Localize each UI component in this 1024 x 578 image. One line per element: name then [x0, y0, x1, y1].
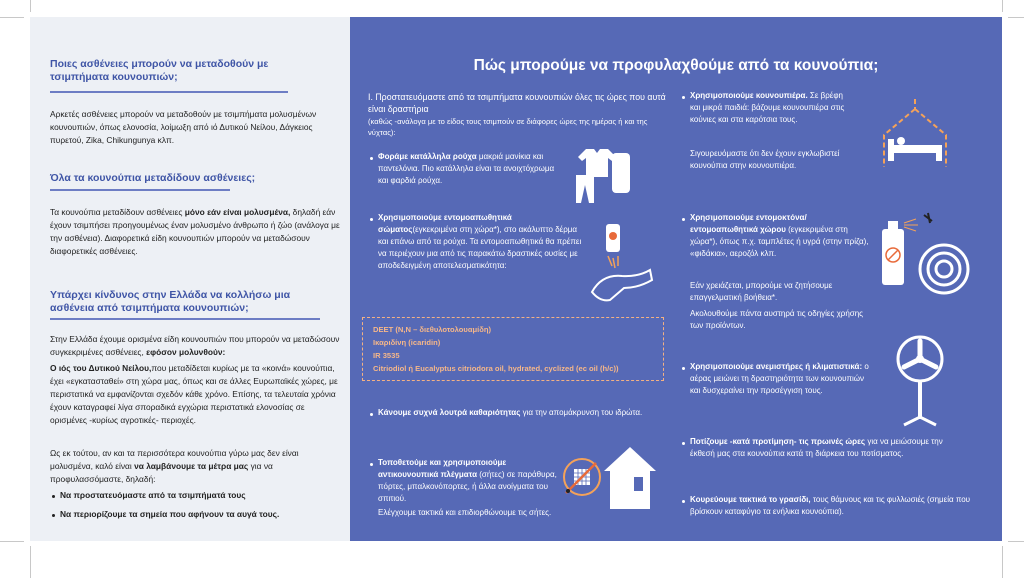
crop-mark [30, 546, 31, 578]
section-heading-all-mosquitoes: Όλα τα κουνούπια μεταδίδουν ασθένειες; [50, 172, 256, 184]
tip-body-repellent: Χρησιμοποιούμε εντομοαπωθητικά σώματος(εγκεκριμένα στη χώρα*), στο ακάλυπτο δέρμα και επάνω από τα ρούχα. Τα εντομοαπωθητικά θα πρέπει να περιέχουν μια από τις παρακάτω δραστικές ουσίες με αποδεδειγμένη αποτελεσματικότητα: [378, 213, 582, 270]
tip-professional-help: Εάν χρειάζεται, μπορούμε να ζητήσουμε επαγγελματική βοήθεια*. [690, 281, 833, 302]
tip-watering: Ποτίζουμε -κατά προτίμηση- τις πρωινές ώρες για να μειώσουμε την έκθεσή μας στα κουνούπια κατά τη διάρκεια του ποτίσματος. [690, 437, 943, 458]
page-title: Πώς μπορούμε να προφυλαχθούμε από τα κουνούπια; [473, 57, 879, 74]
bullet-dot [682, 218, 685, 221]
crop-mark [1002, 0, 1003, 12]
section-heading-diseases: Ποιες ασθένειες μπορούν να μεταδοθούν με τσιμπήματα κουνουπιών; [50, 58, 269, 83]
right-prevention-panel [350, 17, 1002, 541]
bullet-dot [370, 463, 373, 466]
tip-screens: Τοποθετούμε και χρησιμοποιούμε αντικουνουπικά πλέγματα (σήτες) σε παράθυρα, πόρτες, μπαλκονόπορτες, ή άλλα ανοίγματα του σπιτιού. [378, 458, 557, 503]
bullet-dot [370, 157, 373, 160]
bullet-dot [682, 367, 685, 370]
ingredient-citriodiol: Citriodiol ή Eucalyptus citriodora oil, hydrated, cyclized (ec oil (h/c)) [373, 364, 619, 373]
crop-mark [1002, 546, 1003, 578]
ingredient-ir3535: IR 3535 [373, 351, 400, 360]
bullet-dot [682, 500, 685, 503]
heading-underline [50, 318, 320, 320]
tip-clothing: Φοράμε κατάλληλα ρούχα μακριά μανίκια και παντελόνια. Πιο κατάλληλα είναι τα ανοιχτόχρωμα και φαρδιά ρούχα. [378, 152, 555, 185]
bullet-dot [682, 96, 685, 99]
clothing-icon [572, 145, 634, 207]
ingredient-icaridin: Ικαριδίνη (icaridin) [373, 338, 441, 347]
crop-mark [0, 541, 24, 542]
section-heading-risk-greece: Υπάρχει κίνδυνος στην Ελλάδα να κολλήσω μια ασθένεια από τσιμπήματα κουνουπιών; [50, 289, 291, 314]
left-info-panel [30, 17, 350, 541]
tip-screens-note: Ελέγχουμε τακτικά και επιδιορθώνουμε τις σήτες. [378, 508, 552, 517]
bed-net-icon [870, 95, 960, 175]
bullet-dot [682, 442, 685, 445]
col1-subtitle: (καθώς -ανάλογα με το είδος τους τσιμπούν σε διάφορες ώρες της ημέρας ή και της νύχτας): [368, 117, 648, 137]
bullet-limit-eggs: Να περιορίζουμε τα σημεία που αφήνουν τα αυγά τους. [60, 509, 280, 519]
bullet-dot [52, 495, 55, 498]
fan-icon [890, 333, 950, 429]
tip-mow-grass: Κουρεύουμε τακτικά το γρασίδι, τους θάμνους και τις φυλλωσιές (σημεία που βρίσκουν καταφύγιο τα ενήλικα κουνούπια). [690, 495, 971, 516]
bullet-dot [370, 413, 373, 416]
crop-mark [1008, 17, 1024, 18]
col1-heading: Ι. Προστατευόμαστε από τα τσιμπήματα κουνουπιών όλες τις ώρες που αυτά είναι δραστήρια [368, 92, 666, 114]
bullet-protect-bites: Να προστατευόμαστε από τα τσιμπήματά τους [60, 490, 246, 500]
tip-mosquito-net-note: Σιγουρευόμαστε ότι δεν έχουν εγκλωβιστεί κουνούπια στην κουνουπιέρα. [690, 149, 840, 170]
section-text-risk-intro: Στην Ελλάδα έχουμε ορισμένα είδη κουνουπιών που μπορούν να μεταδώσουν συγκεκριμένες ασθένειες, εφόσον μολυνθούν: [50, 334, 340, 357]
heading-underline [50, 189, 230, 191]
section-text-diseases: Αρκετές ασθένειες μπορούν να μεταδοθούν με τσιμπήματα μολυσμένων κουνουπιών, όπως ελονοσία, λοίμωξη από ιό Δυτικού Νείλου, Δάγκειος πυρετού, Zika, Chikungunya κλπ. [50, 109, 317, 145]
section-text-therefore: Ως εκ τούτου, αν και τα περισσότερα κουνούπια γύρω μας δεν είναι μολυσμένα, καλό είναι να λαμβάνουμε τα μέτρα μας για να προφυλασσόμαστε, δηλαδή: [50, 448, 299, 484]
section-text-west-nile: Ο ιός του Δυτικού Νείλου,που μεταδίδεται κυρίως με τα «κοινά» κουνούπια, έχει «εγκατασταθεί» στη χώρα μας, όπως και σε άλλες Ευρωπαϊκές χώρες, με περιστατικά να εμφανίζονται σχεδόν κάθε χρόνο. Επίσης, τα τελευταία χρόνια έχουν καταγραφεί λίγα σποραδικά εγχώρια περιστατικά ελονοσίας σε ορισμένες -κυρίως αγροτικές- περιοχές. [50, 363, 338, 425]
repellent-hand-icon [588, 222, 656, 304]
tip-mosquito-net: Χρησιμοποιούμε κουνουπιέρα. Σε βρέφη και μικρά παιδιά: βάζουμε κουνουπιέρα στις κούνιες και στα καρότσια τους. [690, 91, 845, 124]
crop-mark [0, 17, 24, 18]
tip-space-insecticides: Χρησιμοποιούμε εντομοκτόνα/ εντομοαπωθητικά χώρου (εγκεκριμένα στη χώρα*), όπως π.χ. ταμπλέτες ή υγρά (στην πρίζα), «φιδάκια», αεροζόλ κλπ. [690, 213, 869, 258]
spray-coil-icon [874, 207, 974, 303]
tip-fans: Χρησιμοποιούμε ανεμιστήρες ή κλιματιστικά: ο αέρας μειώνει τη δραστηριότητα των κουνουπιών και δυσχεραίνει την προσέγγιση τους. [690, 362, 869, 395]
bullet-dot [52, 514, 55, 517]
active-ingredients-box [362, 317, 664, 381]
house-net-icon [560, 441, 658, 513]
bullet-dot [370, 218, 373, 221]
crop-mark [30, 0, 31, 12]
crop-mark [1008, 541, 1024, 542]
tip-follow-instructions: Ακολουθούμε πάντα αυστηρά τις οδηγίες χρήσης των προϊόντων. [690, 309, 864, 330]
heading-underline [50, 91, 288, 93]
tip-bathing: Κάνουμε συχνά λουτρά καθαριότητας για την απομάκρυνση του ιδρώτα. [378, 408, 643, 417]
section-text-all-mosquitoes: Τα κουνούπια μεταδίδουν ασθένειες μόνο εάν είναι μολυσμένα, δηλαδή εάν έχουν τσιμπήσει προηγουμένως έναν μολυσμένο άνθρωπο ή ζώο (ανάλογα με την ασθένεια). Διαφορετικά είδη κουνουπιών μπορούν να μεταδώσουν διαφορετικές ασθένειες. [50, 207, 340, 256]
ingredient-deet: DEET (N,N – διεθυλοτολουαμίδη) [373, 325, 492, 334]
